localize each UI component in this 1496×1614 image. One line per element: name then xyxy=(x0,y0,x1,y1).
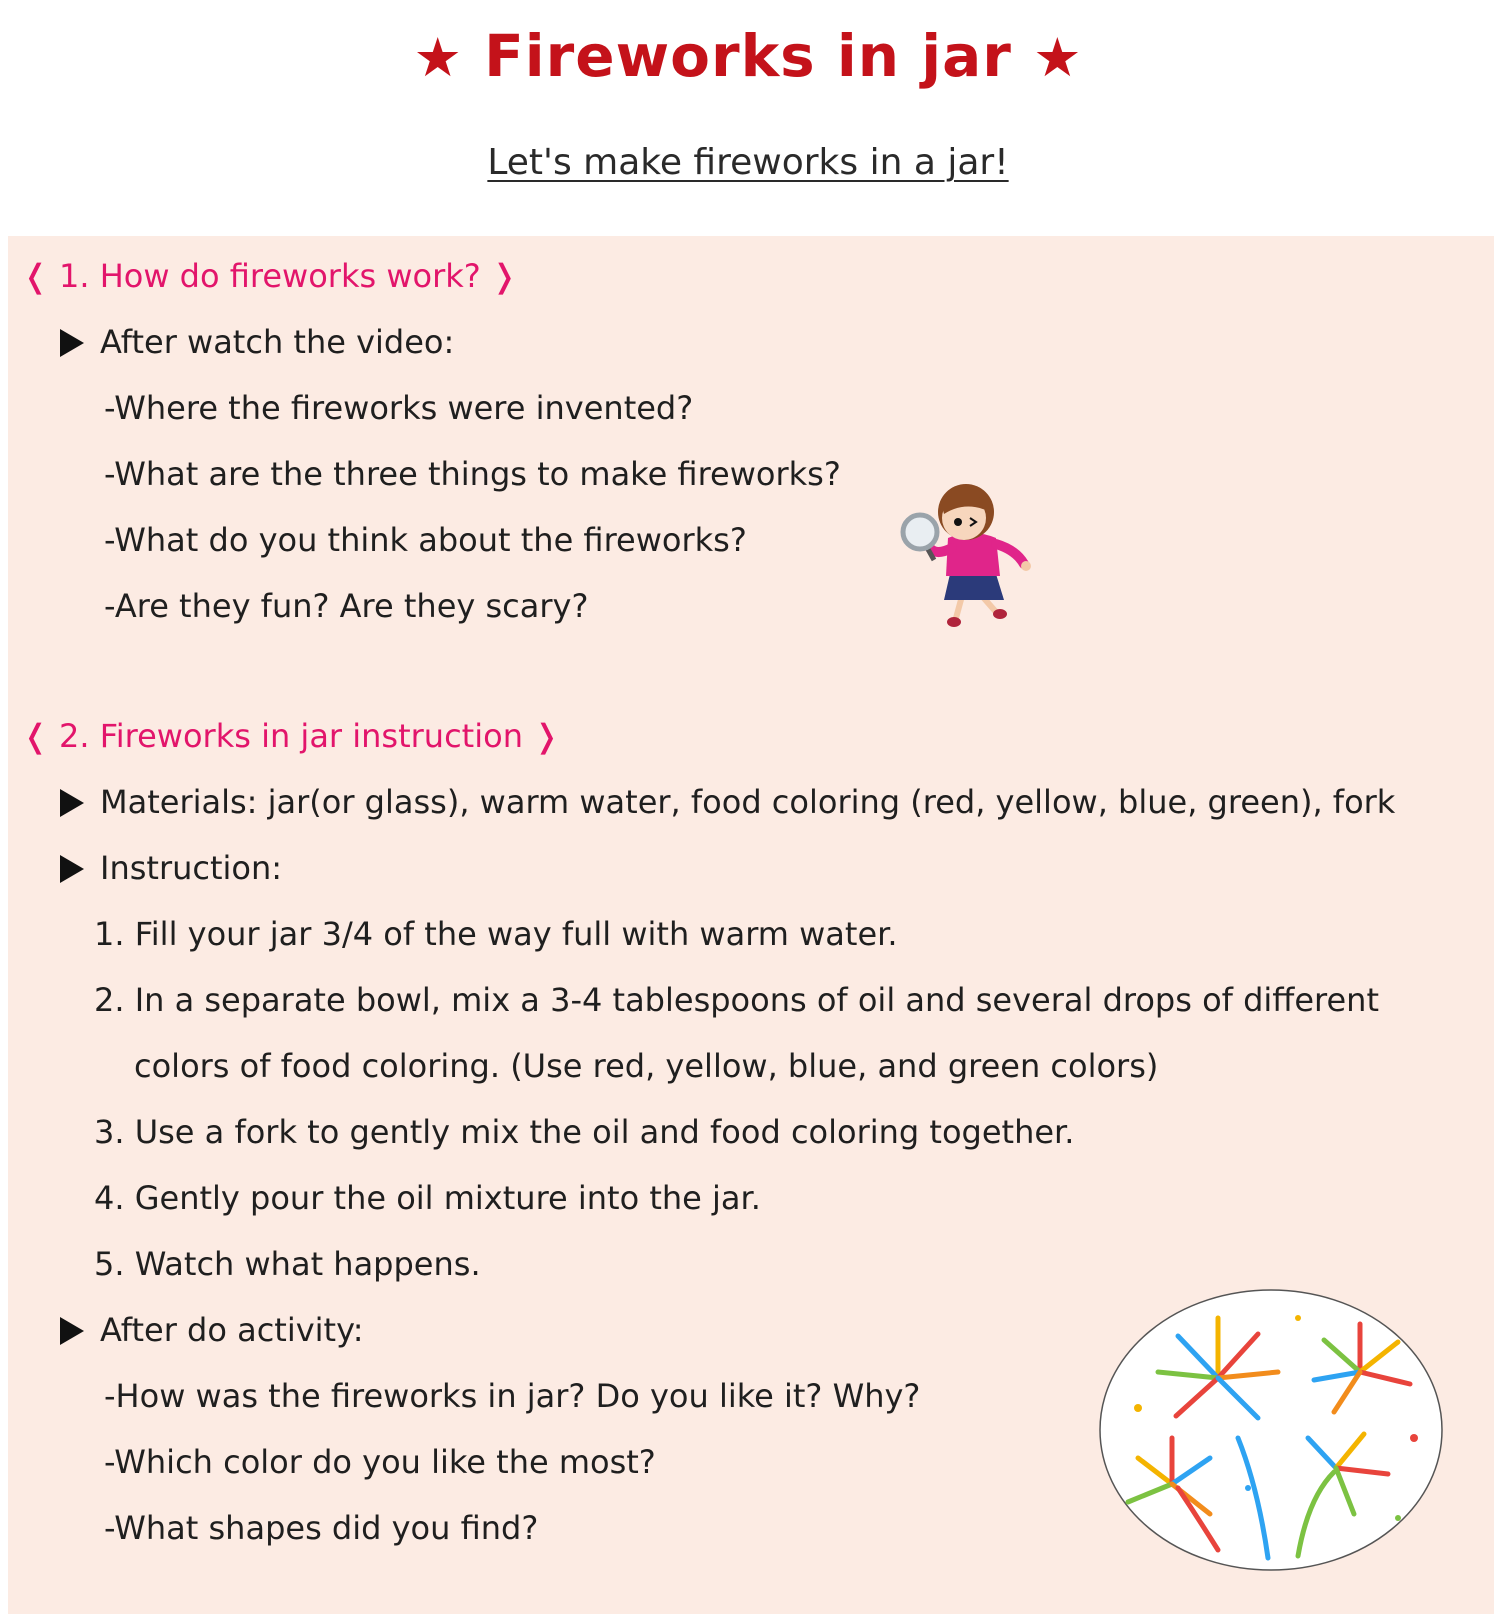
question-item: -Are they fun? Are they scary? xyxy=(104,587,589,625)
step-item: 2. In a separate bowl, mix a 3-4 tablespoons of oil and several drops of different xyxy=(94,981,1379,1019)
star-icon: ★ xyxy=(1033,26,1083,89)
bullet-item xyxy=(60,322,454,362)
step-item: 5. Watch what happens. xyxy=(94,1245,481,1283)
step-item: 4. Gently pour the oil mixture into the jar. xyxy=(94,1179,761,1217)
bullet-label: After watch the video: xyxy=(100,323,455,361)
step-item: 1. Fill your jar 3/4 of the way full with warm water. xyxy=(94,915,898,953)
fireworks-oval-icon xyxy=(1098,1288,1444,1572)
girl-with-magnifying-glass-icon xyxy=(900,478,1040,638)
section-heading: ❬ 1. How do fireworks work? ❭ xyxy=(22,257,518,295)
step-item: 3. Use a fork to gently mix the oil and food coloring together. xyxy=(94,1113,1075,1151)
triangle-bullet-icon xyxy=(60,789,84,817)
question-item: -What do you think about the fireworks? xyxy=(104,521,747,559)
triangle-bullet-icon xyxy=(60,855,84,883)
materials-text: Materials: jar(or glass), warm water, food coloring (red, yellow, blue, green), fork xyxy=(100,783,1396,821)
question-item: -Which color do you like the most? xyxy=(104,1443,656,1481)
step-item-continued: colors of food coloring. (Use red, yellow, blue, and green colors) xyxy=(134,1047,1159,1085)
triangle-bullet-icon xyxy=(60,329,84,357)
star-icon: ★ xyxy=(413,26,463,89)
section-heading: ❬ 2. Fireworks in jar instruction ❭ xyxy=(22,717,560,755)
title-text: Fireworks in jar xyxy=(484,22,1012,90)
bullet-label: Instruction: xyxy=(100,849,283,887)
question-item: -Where the fireworks were invented? xyxy=(104,389,694,427)
subtitle-text: Let's make fireworks in a jar! xyxy=(487,142,1009,183)
bullet-item xyxy=(60,848,282,888)
question-item: -What shapes did you find? xyxy=(104,1509,539,1547)
page-subtitle xyxy=(0,142,1496,183)
question-item: -What are the three things to make fireworks? xyxy=(104,455,841,493)
triangle-bullet-icon xyxy=(60,1317,84,1345)
question-item: -How was the fireworks in jar? Do you like it? Why? xyxy=(104,1377,921,1415)
page-title xyxy=(0,22,1496,90)
bullet-item xyxy=(60,782,1395,822)
bullet-label: After do activity: xyxy=(100,1311,364,1349)
bullet-item xyxy=(60,1310,363,1350)
